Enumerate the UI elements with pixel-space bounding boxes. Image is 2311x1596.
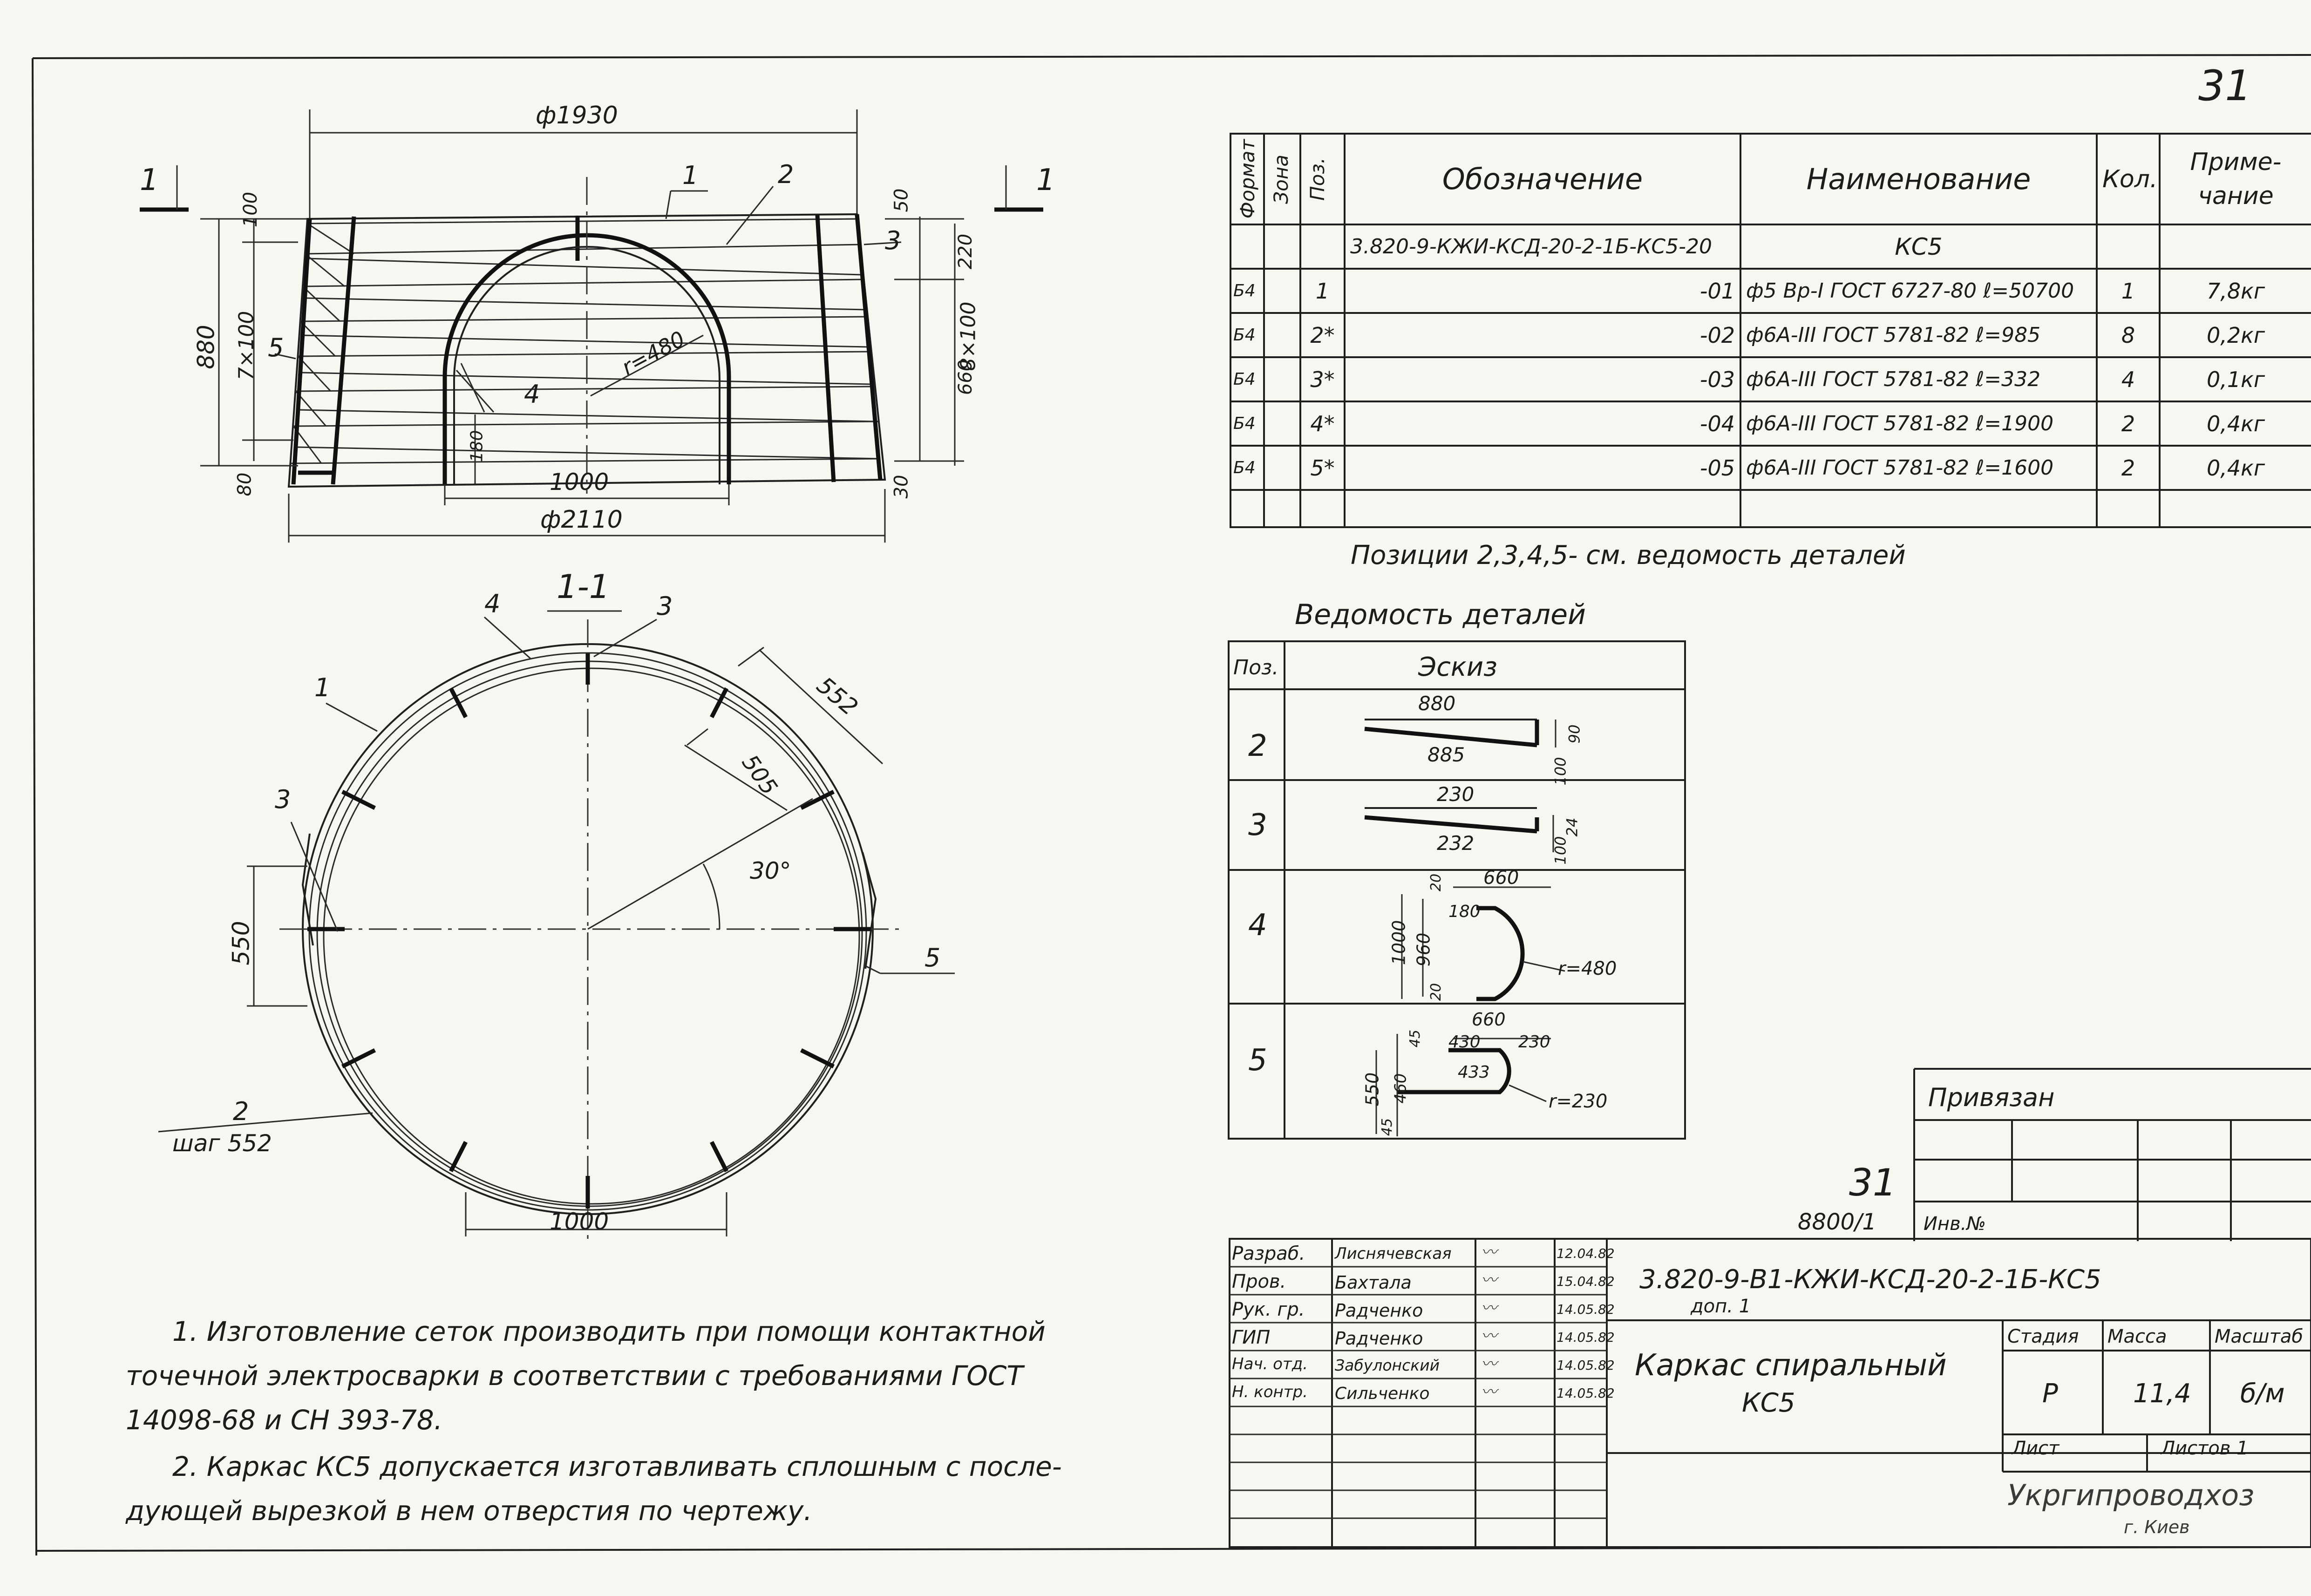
detail-dim: 24 [1563, 817, 1581, 837]
details-col-sketch: Эскиз [1418, 652, 1497, 682]
note-line-3: 14098-68 и СН 393-78. [126, 1404, 443, 1436]
dim-opening-width: 1000 [550, 469, 609, 496]
detail-pos: 5 [1248, 1043, 1267, 1078]
tb-name: Сильченко [1335, 1384, 1430, 1403]
detail-dim: 430 [1448, 1032, 1481, 1052]
detail-dim: 230 [1518, 1032, 1550, 1052]
detail-dim: 100 [1551, 836, 1570, 865]
spec-row-pos: 2* [1300, 313, 1345, 357]
positions-note: Позиции 2,3,4,5- см. ведомость деталей [1351, 540, 1906, 570]
tb-date: 14.05.82 [1557, 1330, 1615, 1345]
detail-dim: 960 [1413, 932, 1434, 967]
dim-chord-550: 550 [227, 921, 255, 965]
spec-row-designation: -01 [1345, 269, 1740, 313]
section-callout-3-top: 3 [657, 591, 673, 621]
detail-dim: 100 [1551, 757, 1570, 786]
detail-dim: 232 [1437, 832, 1475, 855]
tb-title-line1: Каркас спиральный [1635, 1348, 1947, 1383]
callout-2: 2 [778, 160, 794, 189]
dim-80: 80 [234, 472, 256, 496]
detail-dim: 45 [1379, 1118, 1396, 1136]
tb-org: Укргипроводхоз [2007, 1478, 2255, 1512]
tb-title-line2: КС5 [1742, 1388, 1795, 1418]
spec-row-qty: 1 [2097, 269, 2160, 313]
tb-doc-code: 3.820-9-В1-КЖИ-КСД-20-2-1Б-КС5 [1639, 1264, 2101, 1295]
section-callout-1: 1 [314, 673, 331, 702]
tb-signature: 〰 [1481, 1243, 1497, 1262]
callout-1: 1 [682, 161, 699, 190]
tb-name: Забулонский [1335, 1356, 1440, 1374]
specification-table [1230, 133, 2311, 528]
spec-row-format: Б4 [1230, 269, 1264, 313]
dim-100: 100 [240, 191, 262, 228]
dim-arc-552: 552 [811, 672, 863, 721]
tb-city: г. Киев [2124, 1517, 2190, 1537]
spec-row-pos: 5* [1300, 446, 1345, 490]
tb-name: Радченко [1335, 1300, 1423, 1321]
note-line-2: точечной электросварки в соответствии с требованиями ГОСТ [126, 1360, 1023, 1392]
spec-head-format: Формат [1236, 139, 1259, 219]
tb-scale: б/м [2240, 1379, 2285, 1409]
spec-row-name: ф6А-III ГОСТ 5781-82 ℓ=1900 [1740, 401, 2097, 446]
dim-angle-30: 30° [750, 857, 791, 884]
detail-dim: 550 [1362, 1072, 1383, 1107]
dim-180: 180 [467, 430, 487, 462]
spec-row-note: 0,4кг [2160, 446, 2311, 490]
details-table-graphics [1229, 641, 1685, 1139]
spec-row-note: 0,2кг [2160, 313, 2311, 357]
spec-row-pos: 4* [1300, 401, 1345, 446]
tb-role: Н. контр. [1232, 1383, 1308, 1401]
spec-row-designation: -02 [1345, 313, 1740, 357]
spec-row-qty: 2 [2097, 446, 2160, 490]
tb-name: Лиснячевская [1335, 1244, 1452, 1263]
tb-role: Разраб. [1232, 1243, 1305, 1264]
tb-doc-sub: доп. 1 [1691, 1296, 1751, 1317]
section-mark-right: 1 [1036, 163, 1055, 197]
tb-sheets-label: Листов 1 [2161, 1438, 2249, 1459]
dim-30: 30 [890, 475, 912, 499]
detail-dim: 20 [1428, 873, 1445, 892]
tb-date: 12.04.82 [1557, 1246, 1615, 1261]
spec-head-designation: Обозначение [1345, 134, 1740, 224]
dim-arc-505: 505 [736, 750, 783, 800]
tb-stage-label: Стадия [2007, 1326, 2079, 1347]
dim-arch-radius: r=480 [617, 326, 689, 380]
tb-scale-label: Масштаб [2215, 1326, 2304, 1347]
spec-row [1230, 313, 2311, 357]
dim-bottom-1000: 1000 [550, 1208, 609, 1235]
stamp-privyazan: Привязан [1928, 1083, 2055, 1112]
dim-top-diameter: ф1930 [536, 102, 618, 129]
spec-row-name: ф5 Вр-I ГОСТ 6727-80 ℓ=50700 [1740, 269, 2097, 313]
spec-row-designation: -03 [1345, 357, 1740, 401]
tb-sheet-label: Лист [2012, 1438, 2060, 1459]
dim-bottom-diameter: ф2110 [540, 506, 623, 534]
section-callout-4: 4 [484, 589, 501, 618]
note-line-5: дующей вырезкой в нем отверстия по чертежу. [126, 1495, 812, 1527]
spec-row [1230, 357, 2311, 401]
dim-50: 50 [890, 188, 912, 212]
spec-head-qty: Кол. [2097, 134, 2160, 224]
detail-dim: 180 [1448, 902, 1481, 921]
tb-signature: 〰 [1481, 1355, 1497, 1373]
callout-4: 4 [524, 380, 540, 409]
section-step: шаг 552 [172, 1130, 272, 1157]
stamp-code-bottom: 8800/1 [1798, 1209, 1876, 1235]
spec-row-pos: 3* [1300, 357, 1345, 401]
tb-date: 15.04.82 [1557, 1274, 1615, 1289]
tb-signature: 〰 [1481, 1299, 1497, 1318]
section-callout-5: 5 [924, 943, 941, 972]
tb-date: 14.05.82 [1557, 1302, 1615, 1317]
details-title: Ведомость деталей [1295, 598, 1586, 631]
section-callout-3-left: 3 [275, 785, 291, 814]
spec-row-designation: -05 [1345, 446, 1740, 490]
callout-5: 5 [268, 333, 284, 362]
dim-right-pitch: 8×100 [956, 301, 980, 371]
details-col-pos: Поз. [1233, 656, 1279, 679]
detail-dim: r=230 [1549, 1091, 1608, 1112]
spec-row [1230, 446, 2311, 490]
detail-dim: 1000 [1388, 920, 1409, 965]
tb-role: ГИП [1232, 1327, 1271, 1348]
tb-signature: 〰 [1481, 1383, 1497, 1401]
spec-row-note: 0,4кг [2160, 401, 2311, 446]
detail-dim: 230 [1437, 783, 1475, 806]
tb-mass-label: Масса [2107, 1326, 2167, 1347]
spec-row-name: ф6А-III ГОСТ 5781-82 ℓ=332 [1740, 357, 2097, 401]
callout-3: 3 [885, 226, 901, 255]
tb-mass: 11,4 [2133, 1379, 2191, 1409]
dim-220: 220 [955, 233, 977, 270]
tb-signature: 〰 [1481, 1271, 1497, 1290]
spec-row-format: Б4 [1230, 446, 1264, 490]
section-mark-left: 1 [140, 163, 159, 197]
detail-dim: 90 [1565, 724, 1584, 744]
spec-head-pos: Поз. [1306, 157, 1329, 201]
spec-main-row [1230, 224, 2311, 269]
detail-dim: 880 [1418, 692, 1456, 715]
tb-name: Бахтала [1335, 1272, 1412, 1293]
spec-head-zone: Зона [1270, 154, 1292, 204]
detail-dim: 885 [1427, 743, 1465, 766]
spec-head-name: Наименование [1740, 134, 2097, 224]
spec-main-designation: 3.820-9-КЖИ-КСД-20-2-1Б-КС5-20 [1345, 224, 1740, 269]
spec-row [1230, 269, 2311, 313]
tb-role: Пров. [1232, 1271, 1286, 1292]
tb-stage: Р [2042, 1379, 2058, 1409]
spec-head-note: Приме-чание [2160, 134, 2311, 224]
spec-row [1230, 401, 2311, 446]
dim-left-pitch: 7×100 [234, 311, 258, 380]
tb-date: 14.05.82 [1557, 1358, 1615, 1373]
section-callout-2: 2 [233, 1097, 249, 1126]
spec-row-name: ф6А-III ГОСТ 5781-82 ℓ=1600 [1740, 446, 2097, 490]
detail-dim: 433 [1458, 1063, 1490, 1082]
tb-name: Радченко [1335, 1328, 1423, 1349]
spec-header-row [1230, 134, 2311, 224]
spec-empty-row [1230, 490, 2311, 527]
sheet-number: 31 [2198, 61, 2252, 110]
dim-height-880: 880 [192, 325, 220, 369]
spec-row-format: Б4 [1230, 401, 1264, 446]
detail-dim: 660 [1472, 1009, 1506, 1030]
stamp-inv-number: Инв.№ [1924, 1213, 1986, 1235]
stamp-code-top: 31 [1849, 1161, 1896, 1204]
dim-660: 660 [955, 359, 977, 395]
section-title: 1-1 [557, 568, 610, 606]
detail-dim: r=480 [1558, 958, 1617, 979]
detail-pos: 2 [1248, 729, 1267, 763]
spec-row-name: ф6А-III ГОСТ 5781-82 ℓ=985 [1740, 313, 2097, 357]
frame-top [33, 55, 2311, 58]
spec-row-format: Б4 [1230, 357, 1264, 401]
detail-dim: 660 [1483, 867, 1519, 889]
tb-date: 14.05.82 [1557, 1385, 1615, 1401]
tb-signature: 〰 [1481, 1327, 1497, 1345]
detail-dim: 20 [1428, 983, 1445, 1001]
spec-row-pos: 1 [1300, 269, 1345, 313]
spec-row-format: Б4 [1230, 313, 1264, 357]
tb-role: Рук. гр. [1232, 1299, 1305, 1320]
spec-row-note: 7,8кг [2160, 269, 2311, 313]
note-line-1: 1. Изготовление сеток производить при помощи контактной [172, 1316, 1046, 1347]
spec-row-qty: 2 [2097, 401, 2160, 446]
spec-row-note: 0,1кг [2160, 357, 2311, 401]
spec-row-qty: 8 [2097, 313, 2160, 357]
tb-role: Нач. отд. [1232, 1355, 1308, 1373]
detail-pos: 3 [1248, 808, 1267, 842]
detail-dim: 45 [1407, 1029, 1424, 1048]
spec-main-name: КС5 [1740, 224, 2097, 269]
note-line-4: 2. Каркас КС5 допускается изготавливать сплошным с после- [172, 1451, 1062, 1482]
detail-dim: 460 [1391, 1073, 1410, 1104]
spec-row-qty: 4 [2097, 357, 2160, 401]
detail-pos: 4 [1248, 908, 1267, 943]
frame-left [33, 58, 36, 1555]
spec-row-designation: -04 [1345, 401, 1740, 446]
